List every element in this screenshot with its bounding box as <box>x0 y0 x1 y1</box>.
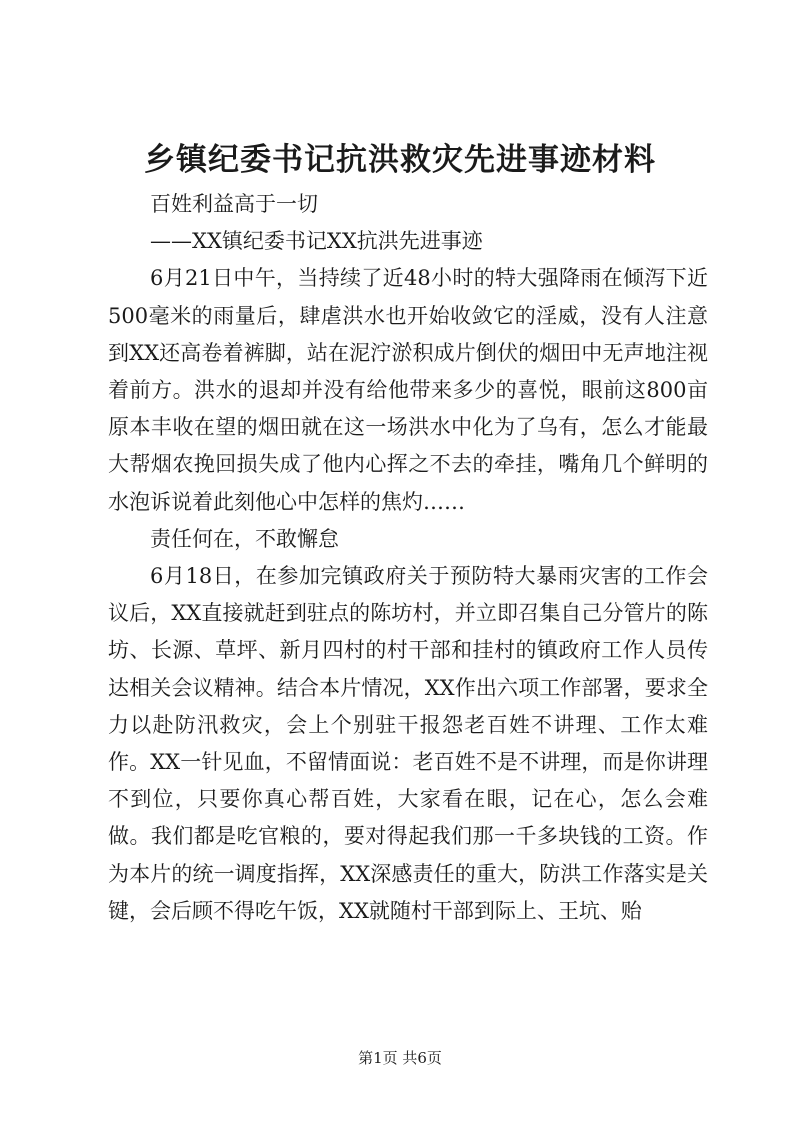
section-heading: 责任何在，不敢懈怠 <box>150 526 339 551</box>
document-title: 乡镇纪委书记抗洪救灾先进事迹材料 <box>144 142 656 178</box>
paragraph: 6月21日中午，当持续了近48小时的特大强降雨在倾泻下近500毫米的雨量后，肆虐洪水也开始收敛它的淫威，没有人注意到XX还高卷着裤脚，站在泥泞淤积成片倒伏的烟田中无声地注视着前方。洪水的退却并没有给他带来多少的喜悦，眼前这800亩原本丰收在望的烟田就在这一场洪水中化为了乌有，怎么才能最大帮烟农挽回损失成了他内心挥之不去的牵挂，嘴角几个鲜明的水泡诉说着此刻他心中怎样的焦灼…… <box>108 266 708 514</box>
subtitle: 百姓利益高于一切 <box>150 192 318 216</box>
subtitle-byline: ——XX镇纪委书记XX抗洪先进事迹 <box>150 229 483 254</box>
page-footer: 第1页 共6页 <box>358 1049 442 1067</box>
document-body <box>108 186 708 930</box>
paragraph: 6月18日，在参加完镇政府关于预防特大暴雨灾害的工作会议后，XX直接就赶到驻点的陈坊村，并立即召集自己分管片的陈坊、长源、草坪、新月四村的村干部和挂村的镇政府工作人员传达相关会议精神。结合本片情况，XX作出六项工作部署，要求全力以赴防汛救灾，会上个别驻干报怨老百姓不讲理、工作太难作。XX一针见血，不留情面说：老百姓不是不讲理，而是你讲理不到位，只要你真心帮百姓，大家看在眼，记在心，怎么会难做。我们都是吃官粮的，要对得起我们那一千多块钱的工资。作为本片的统一调度指挥，XX深感责任的重大，防洪工作落实是关键，会后顾不得吃午饭，XX就随村干部到际上、王坑、贻 <box>108 564 708 923</box>
